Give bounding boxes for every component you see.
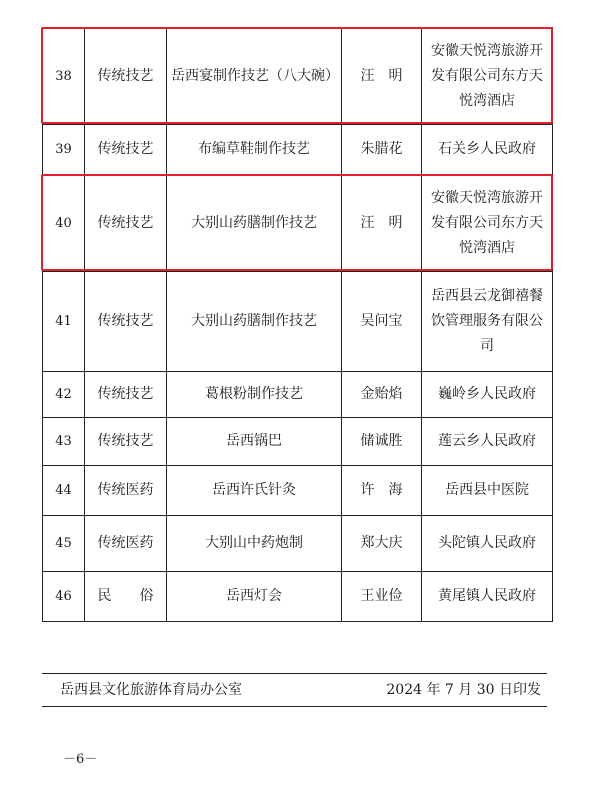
inheritor-name-cell: 吴问宝 — [342, 272, 422, 372]
protection-unit-line: 悦湾酒店 — [459, 239, 515, 256]
inheritor-name-cell: 王业俭 — [342, 572, 422, 622]
category-cell: 传统技艺 — [85, 125, 167, 175]
category-cell: 传统技艺 — [85, 175, 167, 272]
project-name-cell: 岳西许氏针灸 — [167, 466, 342, 516]
protection-unit-cell — [422, 372, 553, 418]
table-row — [43, 28, 553, 125]
footer-top-rule — [42, 673, 547, 674]
category-cell: 传统医药 — [85, 466, 167, 516]
inheritor-name-cell: 郑大庆 — [342, 516, 422, 572]
inheritor-name-cell: 朱腊花 — [342, 125, 422, 175]
protection-unit-cell — [422, 28, 553, 125]
project-name-cell: 大别山药膳制作技艺 — [167, 175, 342, 272]
footer-issue-date: 2024 年 7 月 30 日印发 — [386, 682, 541, 698]
table-row — [43, 418, 553, 466]
row-number-cell: 42 — [43, 372, 85, 418]
protection-unit-line: 石关乡人民政府 — [438, 141, 536, 157]
heritage-inheritor-table — [42, 27, 553, 622]
protection-unit-line: 莲云乡人民政府 — [438, 433, 536, 449]
category-cell: 传统技艺 — [85, 28, 167, 125]
table-row — [43, 272, 553, 372]
inheritor-name-cell: 汪 明 — [342, 28, 422, 125]
protection-unit-line: 悦湾酒店 — [459, 92, 515, 109]
row-number-cell: 40 — [43, 175, 85, 272]
protection-unit-cell — [422, 125, 553, 175]
protection-unit-line: 巍岭乡人民政府 — [438, 386, 536, 402]
category-cell: 民 俗 — [85, 572, 167, 622]
project-name-cell: 葛根粉制作技艺 — [167, 372, 342, 418]
project-name-cell: 岳西灯会 — [167, 572, 342, 622]
protection-unit-cell — [422, 466, 553, 516]
inheritor-name-cell: 汪 明 — [342, 175, 422, 272]
protection-unit-line: 司 — [480, 338, 494, 354]
protection-unit-cell — [422, 572, 553, 622]
category-cell: 传统技艺 — [85, 418, 167, 466]
category-cell: 传统技艺 — [85, 372, 167, 418]
row-number-cell: 38 — [43, 28, 85, 125]
protection-unit-cell — [422, 272, 553, 372]
protection-unit-line: 发有限公司东方天 — [431, 67, 543, 84]
table-row — [43, 175, 553, 272]
protection-unit-line: 安徽天悦湾旅游开 — [431, 189, 543, 206]
row-number-cell: 45 — [43, 516, 85, 572]
project-name-cell: 大别山药膳制作技艺 — [167, 272, 342, 372]
inheritor-name-cell: 许 海 — [342, 466, 422, 516]
project-name-cell: 岳西锅巴 — [167, 418, 342, 466]
protection-unit-line: 黄尾镇人民政府 — [438, 588, 536, 604]
project-name-cell: 布编草鞋制作技艺 — [167, 125, 342, 175]
protection-unit-line: 头陀镇人民政府 — [438, 535, 536, 551]
project-name-cell: 岳西宴制作技艺（八大碗） — [167, 28, 342, 125]
table-body — [43, 28, 553, 622]
inheritor-name-cell: 储诚胜 — [342, 418, 422, 466]
footer-office: 岳西县文化旅游体育局办公室 — [60, 682, 242, 698]
table-row — [43, 372, 553, 418]
protection-unit-cell — [422, 516, 553, 572]
category-cell: 传统技艺 — [85, 272, 167, 372]
category-cell: 传统医药 — [85, 516, 167, 572]
row-number-cell: 46 — [43, 572, 85, 622]
table-row — [43, 125, 553, 175]
protection-unit-line: 饮管理服务有限公 — [431, 313, 543, 329]
protection-unit-line: 发有限公司东方天 — [431, 214, 543, 231]
table-row — [43, 466, 553, 516]
row-number-cell: 43 — [43, 418, 85, 466]
row-number-cell: 41 — [43, 272, 85, 372]
page-number: －6－ — [63, 752, 98, 767]
table-row — [43, 516, 553, 572]
row-number-cell: 44 — [43, 466, 85, 516]
table-row — [43, 572, 553, 622]
protection-unit-cell — [422, 418, 553, 466]
protection-unit-line: 岳西县云龙御禧餐 — [431, 288, 543, 304]
project-name-cell: 大别山中药炮制 — [167, 516, 342, 572]
inheritor-name-cell: 金贻焰 — [342, 372, 422, 418]
protection-unit-cell — [422, 175, 553, 272]
footer-bottom-rule — [42, 706, 547, 707]
row-number-cell: 39 — [43, 125, 85, 175]
protection-unit-line: 岳西县中医院 — [445, 482, 529, 498]
protection-unit-line: 安徽天悦湾旅游开 — [431, 42, 543, 59]
